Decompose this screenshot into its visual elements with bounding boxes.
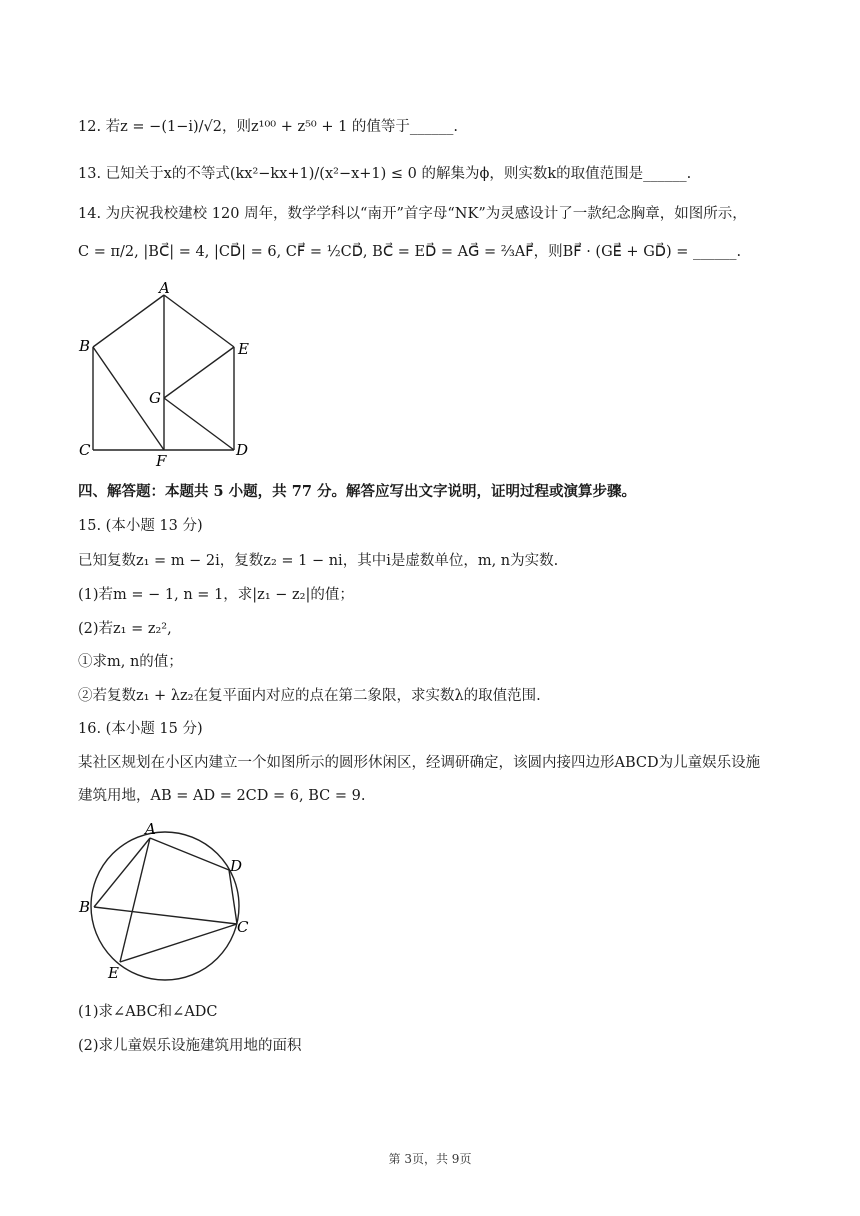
problem-13: 13. 已知关于x的不等式(kx²−kx+1)/(x²−x+1) ≤ 0 的解集为ϕ，则实数k的取值范围是______. [78, 166, 692, 182]
problem-15-q2b: ②若复数z₁ + λz₂在复平面内对应的点在第二象限，求实数λ的取值范围. [78, 688, 541, 704]
problem-15-q2: (2)若z₁ = z₂², [78, 621, 172, 637]
label-b: B [79, 898, 91, 916]
label-b: B [79, 337, 91, 355]
inscribed-quadrilateral-figure [74, 818, 264, 988]
label-c: C [237, 918, 249, 936]
problem-12: 12. 若z = −(1−i)/√2，则z¹⁰⁰ + z⁵⁰ + 1 的值等于______. [78, 119, 459, 135]
label-g: G [149, 389, 161, 407]
label-f: F [156, 452, 167, 468]
problem-14-line-1: 14. 为庆祝我校建校 120 周年，数学学科以“南开”首字母“NK”为灵感设计了一款纪念胸章，如图所示， [78, 206, 747, 222]
segment-gd [164, 398, 234, 450]
label-e: E [108, 964, 119, 982]
nk-badge-figure [70, 278, 270, 468]
label-d: D [236, 441, 249, 459]
problem-16-stem-1: 某社区规划在小区内建立一个如图所示的圆形休闲区，经调研确定，该圆内接四边形ABCD为儿童娱乐设施 [78, 755, 761, 771]
problem-15-stem: 已知复数z₁ = m − 2i，复数z₂ = 1 − ni，其中i是虚数单位，m, n为实数. [78, 553, 559, 569]
problem-16-q2: (2)求儿童娱乐设施建筑用地的面积 [78, 1038, 302, 1054]
label-c: C [79, 441, 91, 459]
label-a: A [159, 279, 170, 297]
segment-ab [93, 295, 164, 347]
segment-bc [94, 907, 237, 924]
section-4-heading: 四、解答题：本题共 5 小题，共 77 分。解答应写出文字说明，证明过程或演算步骤。 [78, 483, 636, 500]
label-e: E [238, 340, 249, 358]
label-d: D [230, 857, 243, 875]
problem-16-stem-2: 建筑用地，AB = AD = 2CD = 6, BC = 9. [78, 788, 366, 804]
problem-16-q1: (1)求∠ABC和∠ADC [78, 1004, 218, 1020]
circle [91, 832, 239, 980]
label-a: A [145, 820, 156, 838]
problem-15-title: 15. (本小题 13 分) [78, 518, 203, 534]
problem-15-q2a: ①求m, n的值； [78, 654, 183, 670]
problem-15-q1: (1)若m = − 1, n = 1，求|z₁ − z₂|的值； [78, 587, 354, 603]
problem-16-title: 16. (本小题 15 分) [78, 721, 203, 737]
segment-ae [164, 295, 234, 347]
page-footer: 第 3页，共 9页 [388, 1152, 472, 1166]
segment-ge [164, 347, 234, 398]
problem-14-line-2: C = π/2, |BC⃗| = 4, |CD⃗| = 6, CF⃗ = ½CD⃗, BC⃗ = ED⃗ = AG⃗ = ⅔AF⃗，则BF⃗ · (GE⃗ + GD⃗) = ______. [78, 244, 742, 260]
